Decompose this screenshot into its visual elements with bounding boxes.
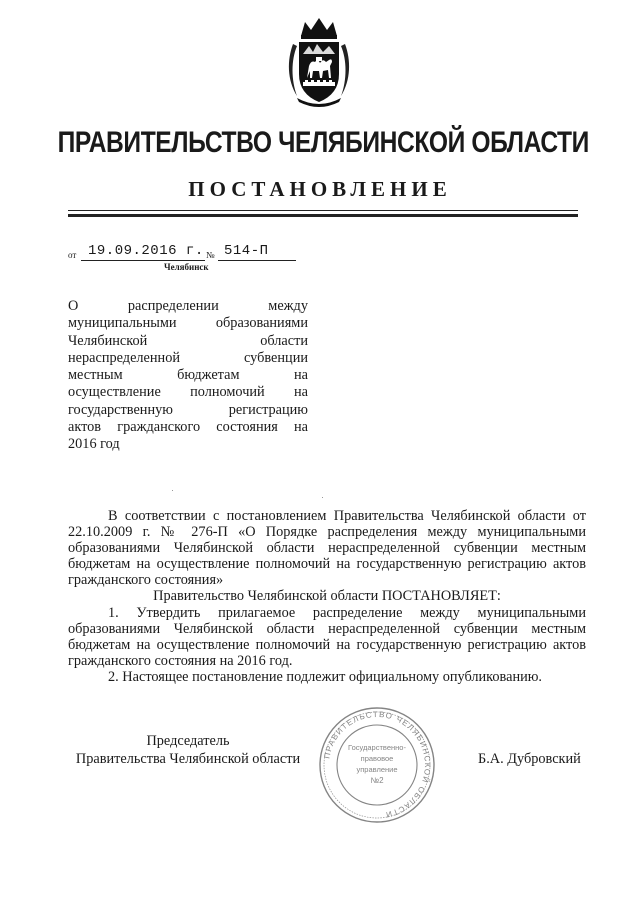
seal-inner-line-2: правовое	[360, 754, 394, 763]
scan-speck	[322, 497, 323, 498]
seal-inner-line-3: управление	[356, 765, 398, 774]
subject-line: государственную регистрацию	[68, 401, 308, 418]
subject-line: Челябинской области	[68, 332, 308, 349]
official-seal-icon	[318, 706, 436, 824]
date-prefix: от	[68, 250, 77, 260]
subject-line: актов гражданского состояния на	[68, 419, 308, 436]
signatory-position-line-1: Председатель	[146, 733, 230, 749]
document-body	[68, 508, 586, 685]
subject-line: местным бюджетам на	[68, 367, 308, 384]
signatory-name: Б.А. Дубровский	[478, 751, 581, 767]
subject-line: нераспределенной субвенции	[68, 349, 308, 366]
resolution-item-2: 2. Настоящее постановление подлежит официальному опубликованию.	[108, 668, 543, 685]
government-title: ПРАВИТЕЛЬСТВО ЧЕЛЯБИНСКОЙ ОБЛАСТИ	[57, 126, 589, 159]
subject-line: муниципальными образованиями	[68, 315, 308, 332]
signatory-position	[68, 733, 308, 768]
subject-line: О распределении между	[68, 298, 308, 314]
number-prefix: №	[206, 250, 215, 260]
number-value: 514-П	[224, 243, 269, 259]
resolves-paragraph: Правительство Челябинской области ПОСТАНОВЛЯЕТ:	[153, 588, 501, 605]
resolution-item-1: 1. Утвердить прилагаемое распределение между муниципальными образованиями Челябинской области нераспределенной субвенции местным бюджетам на осуществление полномочий на государственную регистрацию актов гражданского состояния на 2016 год.	[68, 604, 586, 669]
subject-title-block	[68, 298, 308, 454]
city-name: Челябинск	[164, 262, 209, 272]
date-number-row	[68, 243, 308, 263]
header-divider-thick	[68, 214, 578, 217]
seal-inner-line-1: Государственно-	[348, 743, 406, 752]
subject-line: 2016 год	[68, 436, 120, 453]
seal-ring-text: ПРАВИТЕЛЬСТВО ЧЕЛЯБИНСКОЙ ОБЛАСТИ	[322, 709, 433, 820]
number-underline	[218, 260, 296, 261]
preamble-paragraph: В соответствии с постановлением Правительства Челябинской области от 22.10.2009 г. № 276-П «О Порядке распределения между муниципальными образованиями Челябинской области нераспределенной субвенции местным бюджетам на осуществление полномочий на государственную регистрацию актов гражданского состояния»	[68, 508, 586, 589]
signatory-position-line-2: Правительства Челябинской области	[75, 750, 301, 767]
date-value: 19.09.2016 г.	[88, 243, 204, 259]
header-divider-thin	[68, 210, 578, 211]
coat-of-arms-icon	[283, 14, 355, 110]
scan-speck	[172, 490, 173, 491]
document-type-heading: ПОСТАНОВЛЕНИЕ	[188, 177, 452, 201]
seal-inner-line-4: №2	[370, 776, 384, 785]
subject-line: осуществление полномочий на	[68, 384, 308, 401]
date-underline	[81, 260, 205, 261]
